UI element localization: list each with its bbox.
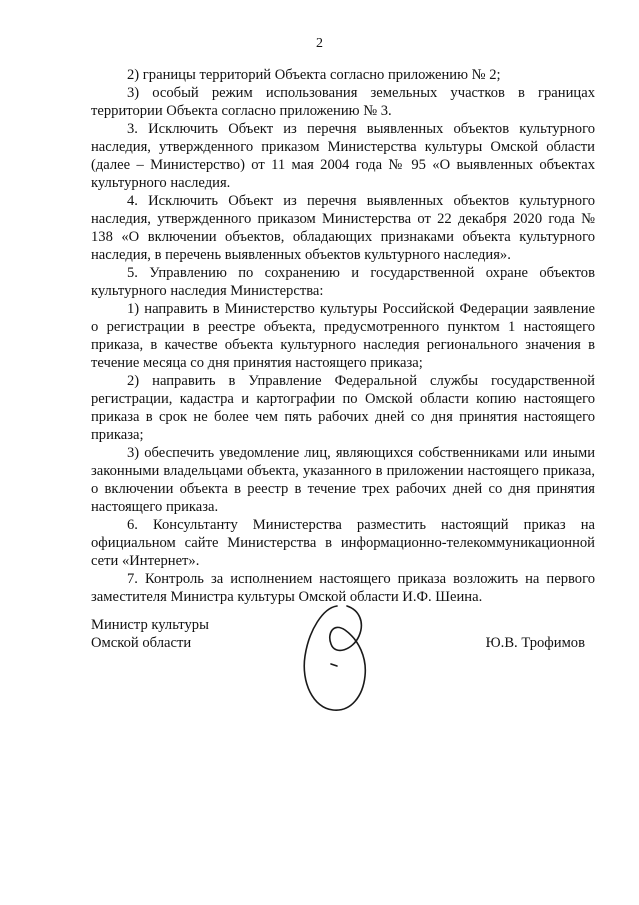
paragraph-item-2-2: 2) границы территорий Объекта согласно приложению № 2; [127,67,501,83]
paragraph-item-2-3: 3) особый режим использования земельных участков в границах территории Объекта согласно приложению № 3. [91,85,595,119]
signer-position [91,616,209,652]
signature-dot [331,664,337,666]
handwritten-signature [293,600,379,718]
paragraph-item-5-1: 1) направить в Министерство культуры Российской Федерации заявление о регистрации в реестре объекта, предусмотренного пунктом 1 настоящего приказа, в качестве объекта культурного наследия регионального значения в течение месяца со дня принятия настоящего приказа; [91,301,595,371]
signature-stroke [304,606,365,710]
signer-name: Ю.В. Трофимов [485,635,585,651]
paragraph-item-4: 4. Исключить Объект из перечня выявленных объектов культурного наследия, утвержденного приказом Министерства от 22 декабря 2020 года № 138 «О включении объектов, обладающих признаками объекта культурного наследия, в перечень выявленных объектов культурного наследия». [91,193,595,263]
paragraph-item-7: 7. Контроль за исполнением настоящего приказа возложить на первого заместителя Министра культуры Омской области И.Ф. Шеина. [91,571,595,605]
paragraph-item-3: 3. Исключить Объект из перечня выявленных объектов культурного наследия, утвержденного приказом Министерства культуры Омской области (далее – Министерство) от 11 мая 2004 года № 95 «О выявленных объектах культурного наследия. [91,121,595,191]
signer-position-line2: Омской области [91,635,192,651]
paragraph-item-5-3: 3) обеспечить уведомление лиц, являющихся собственниками или иными законными владельцами объекта, указанного в приложении настоящего приказа, о включении объекта в реестр в течение трех рабочих дней со дня принятия настоящего приказа. [91,445,595,515]
document-body [91,66,595,606]
page-number: 2 [316,36,323,51]
signer-position-line1: Министр культуры [91,617,209,633]
paragraph-item-5: 5. Управлению по сохранению и государственной охране объектов культурного наследия Министерства: [91,265,595,299]
paragraph-item-6: 6. Консультанту Министерства разместить настоящий приказ на официальном сайте Министерства в информационно-телекоммуникационной сети «Интернет». [91,517,595,569]
signature-block [91,616,595,716]
paragraph-item-5-2: 2) направить в Управление Федеральной службы государственной регистрации, кадастра и картографии по Омской области копию настоящего приказа в срок не более чем пять рабочих дней со дня принятия настоящего приказа; [91,373,595,443]
